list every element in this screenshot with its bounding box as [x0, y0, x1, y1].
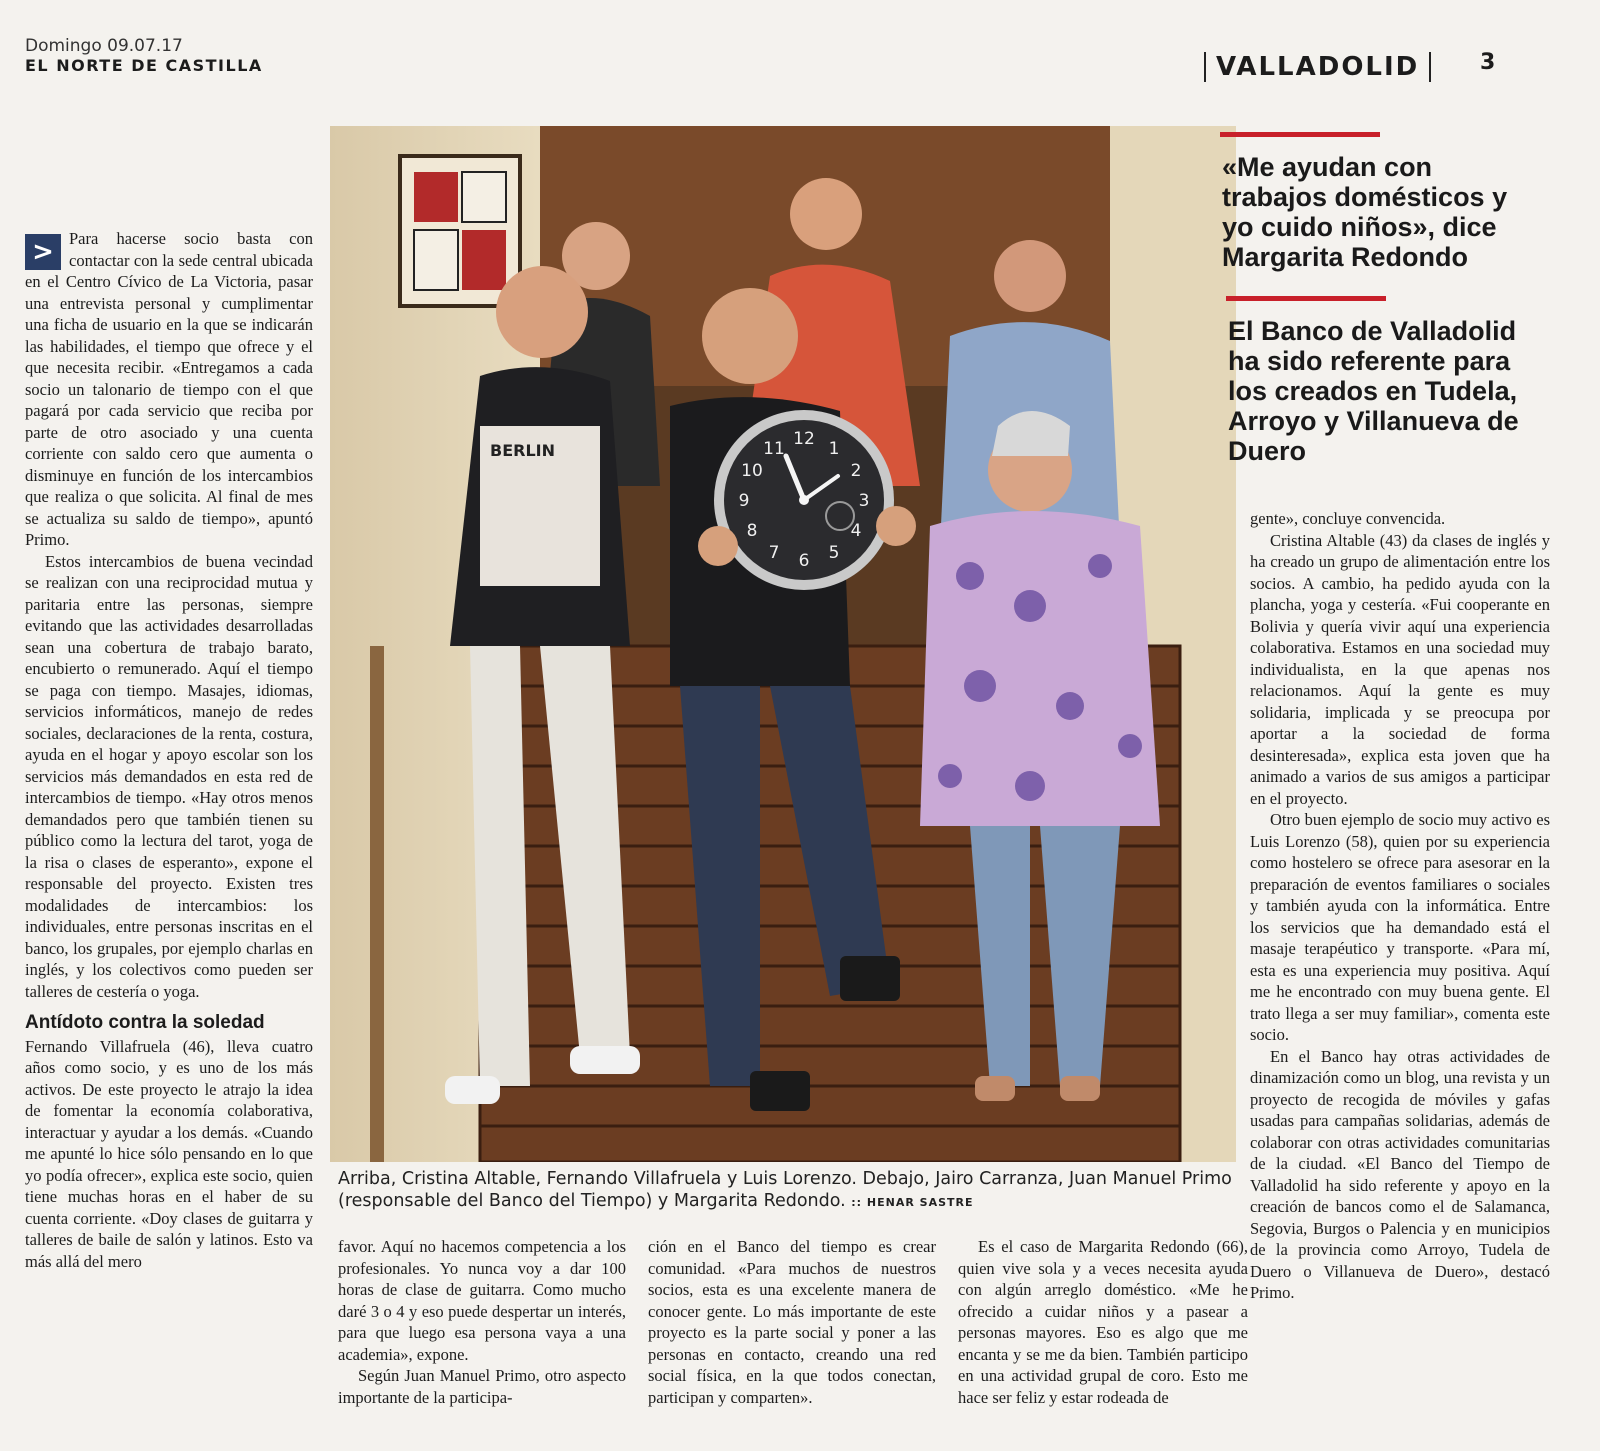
clock-numeral: 4 [850, 521, 862, 541]
clock-numeral: 12 [793, 429, 815, 449]
group-photo [330, 126, 1236, 1162]
paragraph: > Para hacerse socio basta con contactar con la sede central ubicada en el Centro Cívico de La Victoria, pasar una entrevista personal y cumplimentar una ficha de usuario en la que se indicarán las habilidades, el tiempo que ofrece y el que necesita recibir. «Entregamos a cada socio un talonario de tiempo con el que pagará por cada servicio que reciba por parte de otro asociado y una cuenta corriente con saldo cero que aumenta o disminuye en función de los intercambios que realiza o que solicita. Al final de mes se actualiza su saldo de tiempo», apuntó Primo. [25, 229, 313, 549]
clock-numeral: 3 [858, 491, 870, 511]
article-column-3 [648, 1236, 936, 1408]
article-column-2 [338, 1236, 626, 1408]
article-column-4 [958, 1236, 1248, 1408]
subheading: Antídoto contra la soledad [25, 1012, 265, 1033]
paragraph: Estos intercambios de buena vecindad se realizan con una reciprocidad mutua y paritaria entre las personas, siempre evitando que las actividades desarrolladas sean una cobertura de trabajo barato, encubierto o remunerado. Aquí el tiempo se paga con tiempo. Masajes, idiomas, servicios informáticos, manejo de redes sociales, declaraciones de la renta, costura, ayuda en el hogar y apoyo escolar son los servicios más demandados en esta red de intercambios de tiempo. «Hay otros menos demandados pero que también tienen su público como la lectura del tarot, yoga de la risa o clases de esperanto», expone el responsable del proyecto. Existen tres modalidades de intercambios: los individuales, entre personas inscritas en el banco, los grupales, por ejemplo charlas en inglés, y los colectivos como pueden ser talleres de cestería o yoga. [25, 551, 313, 1001]
paragraph: Fernando Villafruela (46), lleva cuatro años como socio, y es uno de los más activos. De este proyecto le atrajo la idea de fomentar la economía colaborativa, interactuar y ayudar a los demás. «Cuando me apunté lo hice sólo pensando en lo que yo podía ofrecer», explica este socio, quien tiene muchas horas en el haber de su cuenta corriente. «Doy clases de guitarra y talleres de baile de salón y latinos. Esto va más allá del mero [25, 1036, 313, 1271]
clock-numeral: 1 [828, 439, 840, 459]
pullquote-rule [1226, 296, 1386, 301]
clock-numeral: 2 [850, 461, 862, 481]
newspaper-name: EL NORTE DE CASTILLA [25, 56, 263, 75]
paragraph: favor. Aquí no hacemos competencia a los profesionales. Yo nunca voy a dar 100 horas de clase de guitarra. Como mucho daré 3 o 4 y eso puede despertar un interés, para que luego esa persona vaya a una academia», expone. [338, 1237, 626, 1364]
paragraph: Es el caso de Margarita Redondo (66), quien vive sola y a veces necesita ayuda con algún arreglo doméstico. «Me he ofrecido a cuidar niños y a pasear a personas mayores. Eso es algo que me encanta y se me da bien. También participo en una actividad grupal de coro. Esto me hace ser feliz y estar rodeada de [958, 1237, 1248, 1407]
clock-numeral: 9 [738, 491, 750, 511]
clock-numeral: 10 [741, 461, 763, 481]
paragraph: ción en el Banco del tiempo es crear comunidad. «Para muchos de nuestros socios, esta es una excelente manera de conocer gente. Lo más importante de este proyecto es la parte social y poner a las personas en contacto, creando una red social física, en la que todos conectan, participan y comparten». [648, 1237, 936, 1407]
pullquote: «Me ayudan con trabajos domésticos y yo cuido niños», dice Margarita Redondo [1222, 152, 1508, 272]
paragraph: Otro buen ejemplo de socio muy activo es Luis Lorenzo (58), quien por su experiencia como hostelero se ofrece para asesorar en la preparación de eventos familiares o sociales y también ayuda con la informática. Entre los servicios que ha demandado está el masaje terapéutico y transporte. «Para mí, esta es una experiencia muy positiva. Aquí me he encontrado con muy buena gente. El trato llega a ser muy familiar», comenta este socio. [1250, 810, 1550, 1044]
pullquote: El Banco de Valladolid ha sido referente para los creados en Tudela, Arroyo y Villanueva de Duero [1228, 316, 1519, 466]
arrow-badge-icon: > [25, 234, 61, 270]
photo-credit: :: HENAR SASTRE [851, 1196, 974, 1209]
page-number: 3 [1480, 50, 1496, 75]
paragraph: En el Banco hay otras actividades de dinamización como un blog, una revista y un proyecto de recogida de móviles y gafas usadas para campañas solidarias, además de colaborar con otras actividades comunitarias de la ciudad. «El Banco del Tiempo de Valladolid ha sido referente y apoyo en la creación de bancos como el de Salamanca, Segovia, Burgos o Palencia y en municipios de la provincia como Arroyo, Tudela de Duero o Villanueva de Duero», destacó Primo. [1250, 1046, 1550, 1302]
article-column-5 [1250, 508, 1550, 1304]
paragraph: Según Juan Manuel Primo, otro aspecto importante de la participa- [338, 1366, 626, 1407]
issue-date: Domingo 09.07.17 [25, 36, 183, 56]
paragraph: Cristina Altable (43) da clases de inglés y ha creado un grupo de alimentación entre los socios. A cambio, ha pedido ayuda con la plancha, yoga y cestería. «Fui cooperante en Bolivia y quería vivir aquí una experiencia colaborativa. Estamos en una sociedad muy individualista, en la que apenas nos relacionamos. Aquí la gente es muy solidaria, implicada y se preocupa por aportar a la sociedad de forma desinteresada», explica esta joven que ha animado a varios de sus amigos a participar en el proyecto. [1250, 530, 1550, 808]
clock-numeral: 6 [798, 551, 810, 571]
photo-illustration [330, 126, 1236, 1162]
clock-numeral: 7 [768, 543, 780, 563]
photo-caption: Arriba, Cristina Altable, Fernando Villafruela y Luis Lorenzo. Debajo, Jairo Carranza, Juan Manuel Primo (responsable del Banco del Tiempo) y Margarita Redondo. :: HENAR SASTRE [338, 1169, 1232, 1211]
clock-numeral: 5 [828, 543, 840, 563]
article-column-1 [25, 228, 313, 1272]
clock-numeral: 11 [763, 439, 785, 459]
shirt-print-text: BERLIN [490, 441, 555, 460]
pullquote-rule [1220, 132, 1380, 137]
paragraph: gente», concluye convencida. [1250, 509, 1446, 528]
clock-numeral: 8 [746, 521, 758, 541]
section-title: VALLADOLID [1204, 52, 1431, 82]
wall-clock [714, 410, 894, 590]
